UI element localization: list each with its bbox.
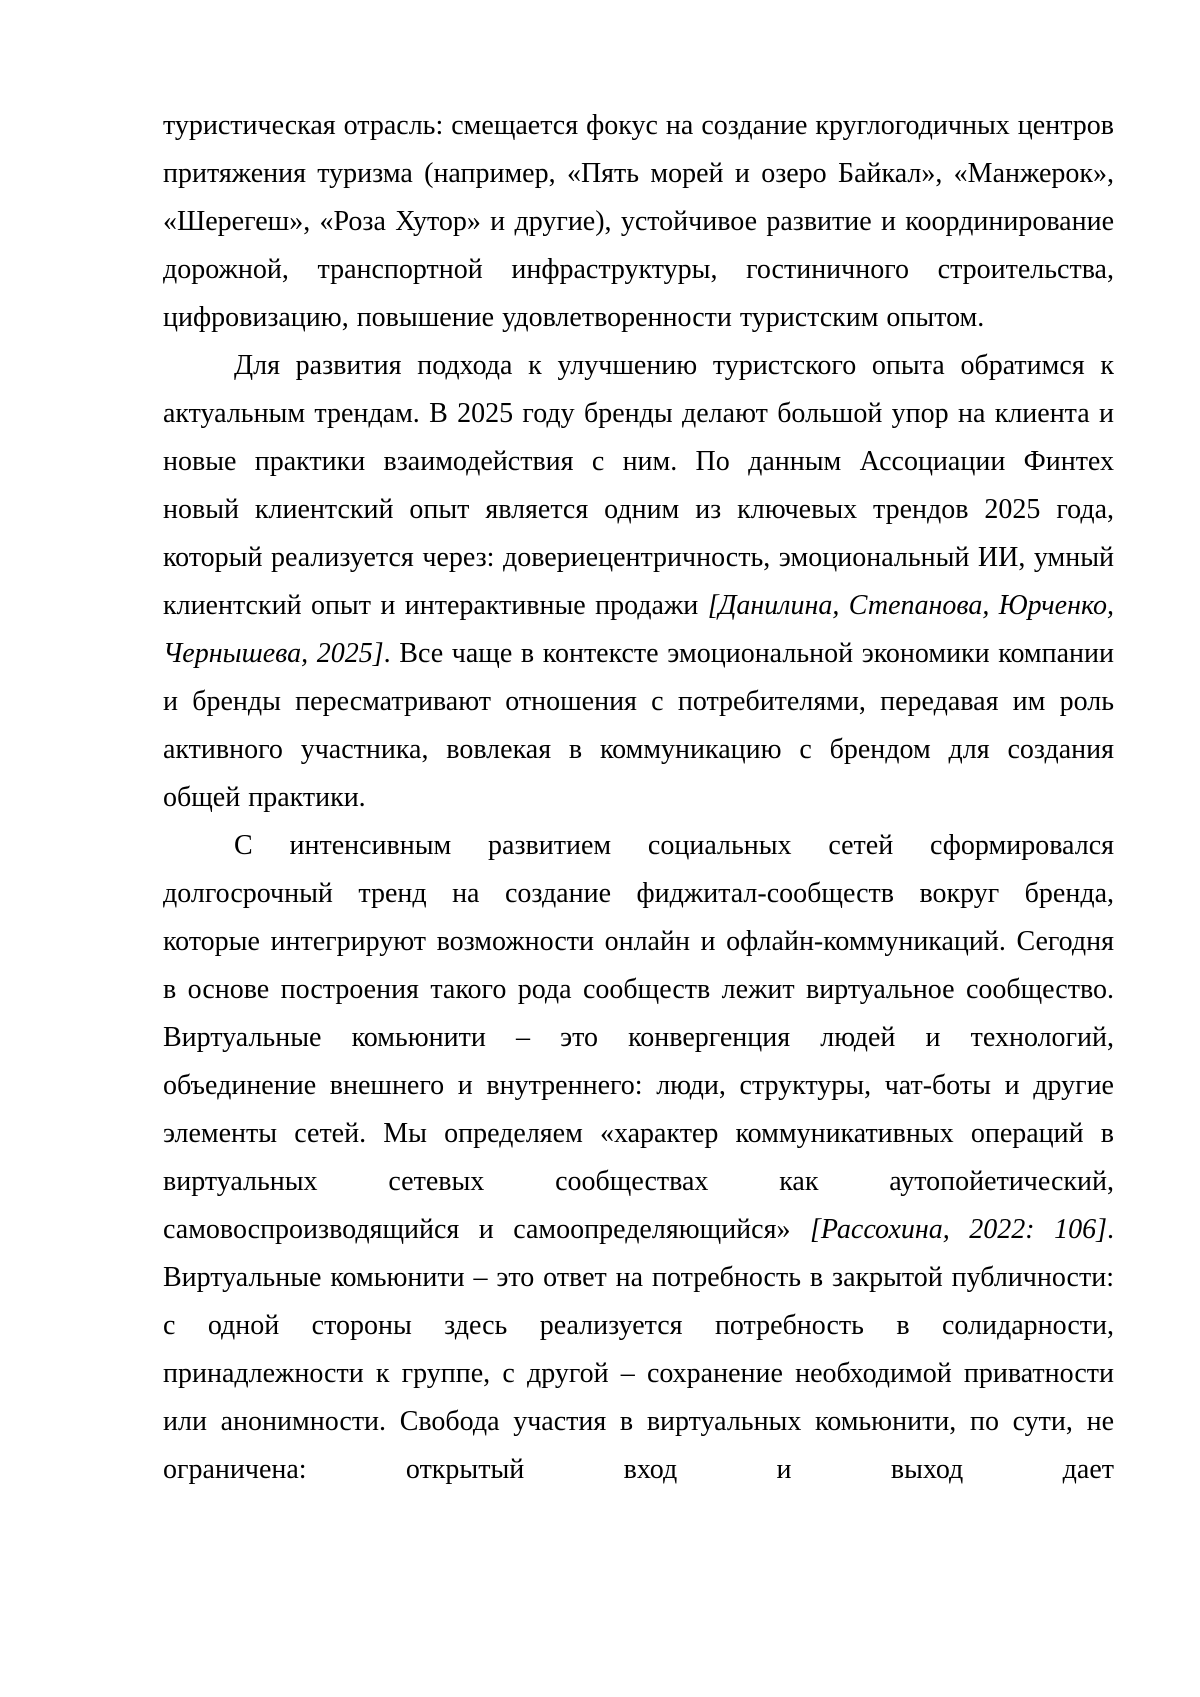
citation-italic: [Рассохина, 2022: 106] — [809, 1214, 1107, 1245]
body-text-run: Для развития подхода к улучшению туристского опыта обратимся к актуальным трендам. В 2025 году бренды делают большой упор на клиента и новые практики взаимодействия с ним. По данным Ассоциации Финтех новый клиентский опыт является одним из ключевых трендов 2025 года, который реализуется через: довериецентричность, эмоциональный ИИ, умный клиентский опыт и интерактивные продажи — [163, 350, 1114, 621]
citation-italic: [Данилина, Степанова, Юрченко, Чернышева, 2025] — [163, 590, 1114, 669]
body-text-run: . Все чаще в контексте эмоциональной экономики компании и бренды пересматривают отношения с потребителями, передавая им роль активного участника, вовлекая в коммуникацию с брендом для создания общей практики. — [163, 638, 1115, 813]
body-text-run: туристическая отрасль: смещается фокус на создание круглогодичных центров притяжения туризма (например, «Пять морей и озеро Байкал», «Манжерок», «Шерегеш», «Роза Хутор» и другие), устойчивое развитие и координирование дорожной, транспортной инфраструктуры, гостиничного строительства, цифровизацию, повышение удовлетворенности туристским опытом. — [163, 110, 1114, 333]
body-text-run: . Виртуальные комьюнити – это ответ на потребность в закрытой публичности: с одной стороны здесь реализуется потребность в солидарности, принадлежности к группе, с другой – сохранение необходимой приватности или анонимности. Свобода участия в виртуальных комьюнити, по сути, не ограничена: открытый вход и выход дает — [163, 1214, 1114, 1485]
paragraph-virtual-communities — [163, 822, 1114, 1494]
paragraph-client-trends-2025 — [163, 342, 1114, 822]
paragraph-tourism-industry — [163, 102, 1114, 342]
body-text-run: С интенсивным развитием социальных сетей сформировался долгосрочный тренд на создание фиджитал-сообществ вокруг бренда, которые интегрируют возможности онлайн и офлайн-коммуникаций. Сегодня в основе построения такого рода сообществ лежит виртуальное сообщество. Виртуальные комьюнити – это конвергенция людей и технологий, объединение внешнего и внутреннего: люди, структуры, чат-боты и другие элементы сетей. Мы определяем «характер коммуникативных операций в виртуальных сетевых сообществах как аутопойетический, самовоспроизводящийся и самоопределяющийся» — [163, 830, 1114, 1245]
